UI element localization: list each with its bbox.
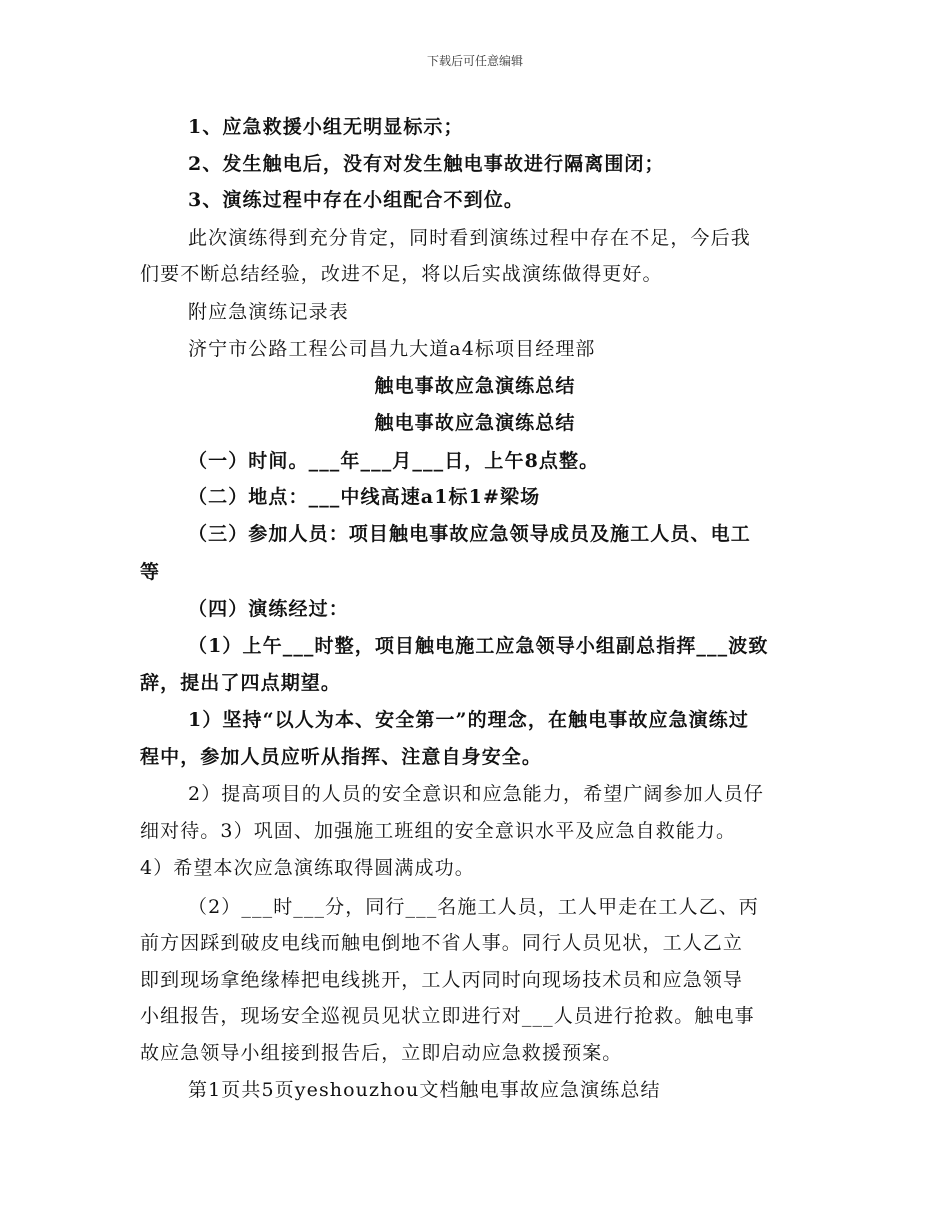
text-line: 3、演练过程中存在小组配合不到位。 — [188, 189, 524, 211]
text-line: 小组报告，现场安全巡视员见状立即进行对___人员进行抢救。触电事 — [140, 1005, 755, 1027]
text-line: （一）时间。___年___月___日，上午8点整。 — [188, 450, 600, 472]
text-line: 故应急领导小组接到报告后，立即启动应急救援预案。 — [140, 1042, 623, 1064]
text-line: 2、发生触电后，没有对发生触电事故进行隔离围闭； — [188, 153, 665, 175]
section-title: 触电事故应急演练总结 — [374, 375, 576, 397]
page-header: 下载后可任意编辑 — [426, 54, 523, 68]
text-line: 前方因踩到破皮电线而触电倒地不省人事。同行人员见状，工人乙立 — [140, 932, 744, 954]
text-line: （四）演练经过： — [188, 598, 349, 620]
text-line: 1、应急救援小组无明显标示； — [188, 116, 464, 138]
text-line: （二）地点：___中线高速a1标1#梁场 — [188, 486, 541, 508]
text-line: 即到现场拿绝缘棒把电线挑开，工人丙同时向现场技术员和应急领导 — [140, 969, 744, 991]
text-line: 济宁市公路工程公司昌九大道a4标项目经理部 — [188, 338, 596, 360]
text-line: 4）希望本次应急演练取得圆满成功。 — [140, 857, 475, 879]
text-line: 2）提高项目的人员的安全意识和应急能力，希望广阔参加人员仔 — [188, 783, 764, 805]
text-line: 此次演练得到充分肯定，同时看到演练过程中存在不足，今后我 — [188, 227, 751, 249]
text-line: 1）坚持“以人为本、安全第一”的理念，在触电事故应急演练过 — [188, 709, 749, 731]
text-line: （三）参加人员：项目触电事故应急领导成员及施工人员、电工 — [188, 523, 751, 545]
text-line: 程中，参加人员应听从指挥、注意自身安全。 — [140, 746, 543, 768]
text-line: 等 — [140, 561, 161, 583]
text-line: 辞，提出了四点期望。 — [140, 672, 342, 694]
text-line: 细对待。3）巩固、加强施工班组的安全意识水平及应急自救能力。 — [140, 820, 737, 842]
section-title: 触电事故应急演练总结 — [374, 412, 576, 434]
text-line: （2）___时___分，同行___名施工人员，工人甲走在工人乙、丙 — [188, 896, 759, 918]
text-line: 附应急演练记录表 — [188, 301, 349, 323]
text-line: （1）上午___时整，项目触电施工应急领导小组副总指挥___波致 — [188, 635, 769, 657]
page-footer: 第1页共5页yeshouzhou文档触电事故应急演练总结 — [188, 1079, 661, 1101]
text-line: 们要不断总结经验，改进不足，将以后实战演练做得更好。 — [140, 263, 663, 285]
